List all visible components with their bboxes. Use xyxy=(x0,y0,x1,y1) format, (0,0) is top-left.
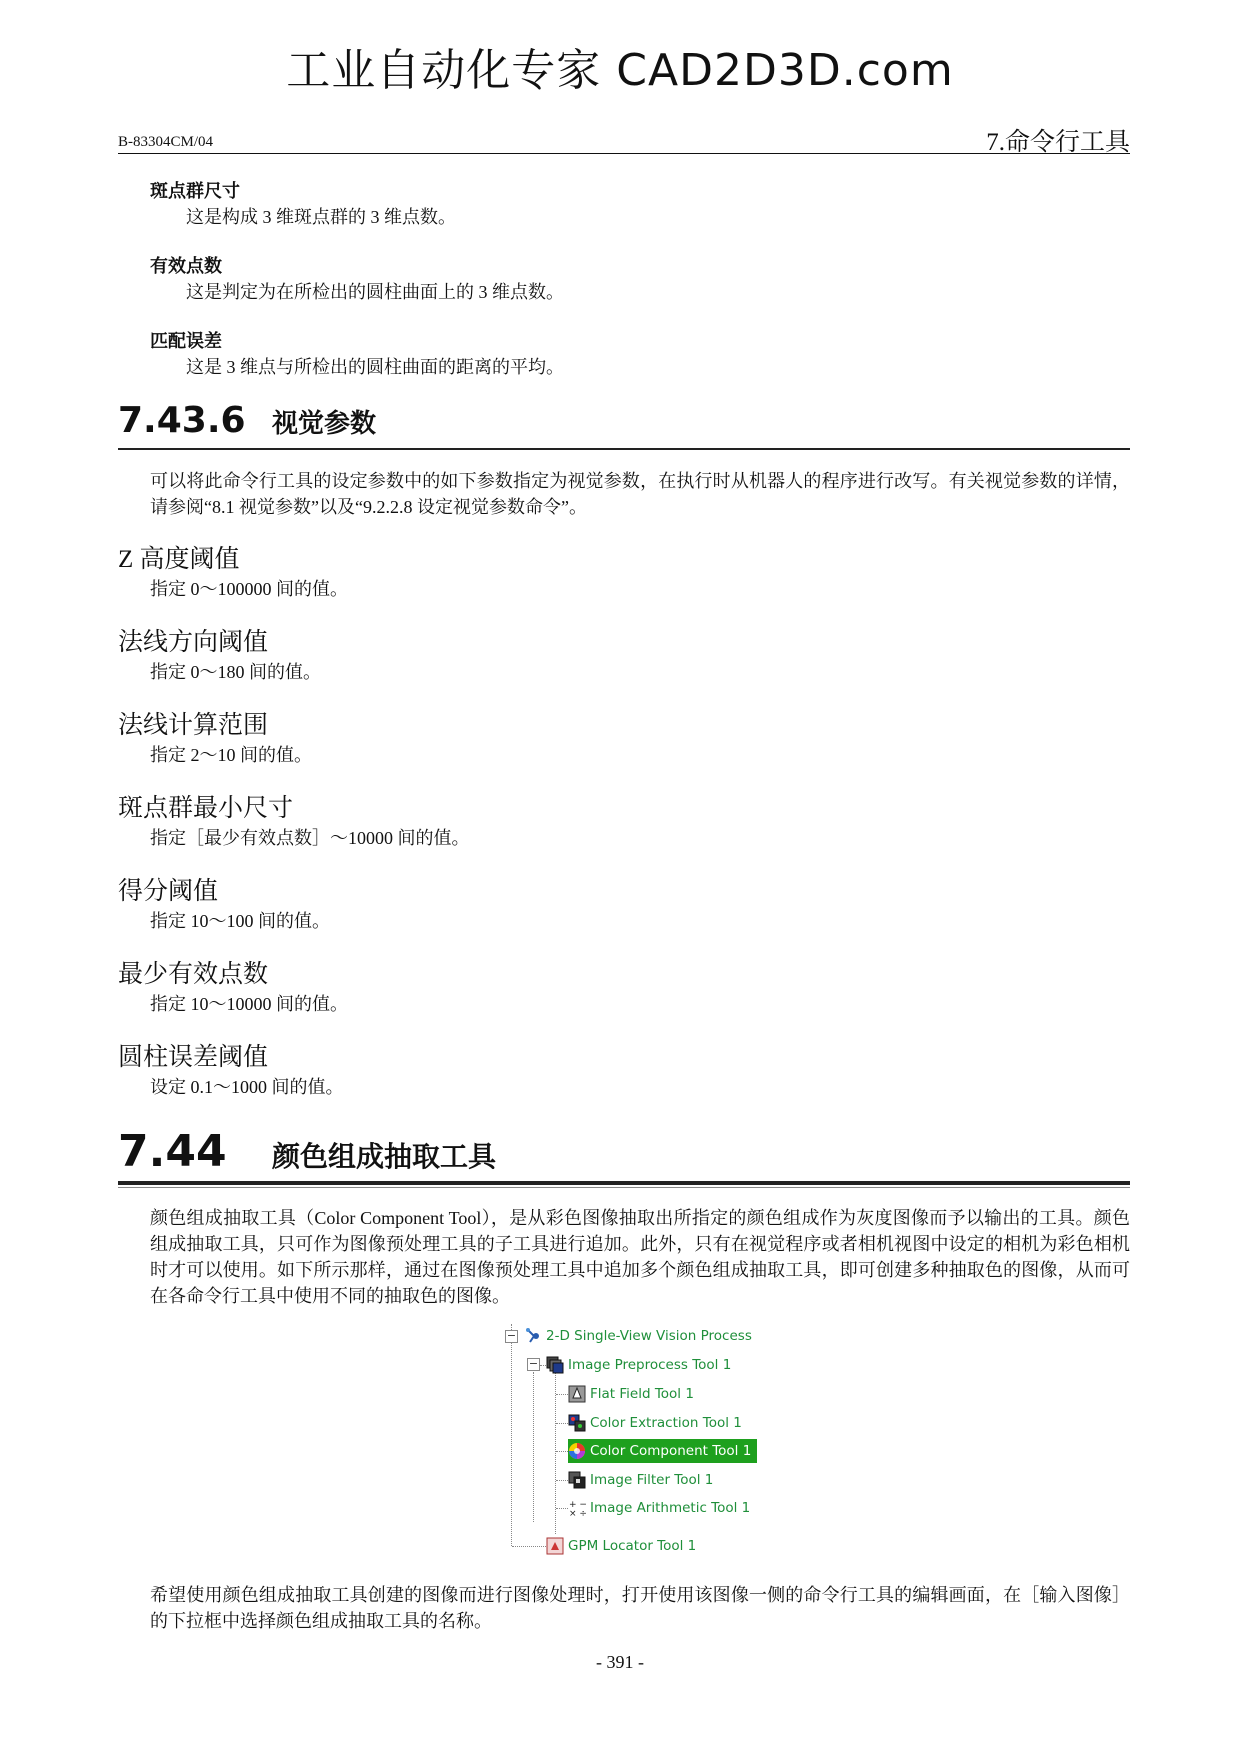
param-item xyxy=(118,627,1130,685)
section-intro: 颜色组成抽取工具（Color Component Tool），是从彩色图像抽取出所指定的颜色组成作为灰度图像而予以输出的工具。颜色组成抽取工具，只可作为图像预处理工具的子工具进行追加。此外，只有在视觉程序或者相机视图中设定的相机为彩色相机时才可以使用。如下所示那样，通过在图像预处理工具中追加多个颜色组成抽取工具，即可创建多种抽取色的图像，从而可在各命令行工具中使用不同的抽取色的图像。 xyxy=(150,1208,1130,1306)
tool-tree xyxy=(500,1324,820,1564)
tree-node-label: Image Filter Tool 1 xyxy=(590,1472,714,1488)
param-desc: 指定 2～10 间的值。 xyxy=(150,745,312,765)
section-number: 7.44 xyxy=(118,1126,227,1177)
chapter-title: 7.命令行工具 xyxy=(986,129,1130,156)
section-heading-7-44 xyxy=(118,1126,1130,1188)
tree-node-gpm-locator[interactable] xyxy=(546,1534,696,1558)
tree-node-label: Flat Field Tool 1 xyxy=(590,1386,694,1402)
header-rule xyxy=(118,153,1130,154)
tree-node-flat-field[interactable] xyxy=(568,1382,694,1406)
definition-desc: 这是判定为在所检出的圆柱曲面上的 3 维点数。 xyxy=(186,282,564,302)
collapse-toggle-root[interactable]: − xyxy=(506,1329,517,1342)
tree-node-image-arithmetic[interactable] xyxy=(568,1496,750,1520)
definition-desc: 这是 3 维点与所检出的圆柱曲面的距离的平均。 xyxy=(186,357,564,377)
param-desc: 设定 0.1～1000 间的值。 xyxy=(150,1077,344,1097)
param-desc: 指定 10～10000 间的值。 xyxy=(150,994,348,1014)
arithmetic-icon xyxy=(568,1499,586,1517)
param-item xyxy=(118,710,1130,768)
definition-desc: 这是构成 3 维斑点群的 3 维点数。 xyxy=(186,207,456,227)
doc-code: B-83304CM/04 xyxy=(118,134,214,150)
collapse-toggle-preprocess[interactable]: − xyxy=(528,1357,539,1370)
gpm-locator-icon xyxy=(546,1537,564,1555)
definition-term: 有效点数 xyxy=(150,256,222,276)
svg-text:+ −: + − xyxy=(569,1500,586,1510)
tree-node-label: 2-D Single-View Vision Process xyxy=(546,1328,752,1344)
tree-node-label: Color Component Tool 1 xyxy=(590,1443,752,1459)
tree-node-image-preprocess[interactable] xyxy=(546,1353,731,1377)
definition-term: 斑点群尺寸 xyxy=(150,181,240,201)
vision-process-icon xyxy=(524,1327,542,1345)
param-desc: 指定［最少有效点数］～10000 间的值。 xyxy=(150,828,470,848)
definition-item xyxy=(150,328,1130,380)
tree-node-label: Color Extraction Tool 1 xyxy=(590,1415,742,1431)
param-desc: 指定 10～100 间的值。 xyxy=(150,911,330,931)
section-rule-thin xyxy=(118,1187,1130,1188)
tree-node-vision-process[interactable] xyxy=(524,1324,752,1348)
tree-node-label: Image Arithmetic Tool 1 xyxy=(590,1500,751,1516)
section-outro: 希望使用颜色组成抽取工具创建的图像而进行图像处理时，打开使用该图像一侧的命令行工具的编辑画面，在［输入图像］的下拉框中选择颜色组成抽取工具的名称。 xyxy=(150,1585,1130,1631)
param-item xyxy=(118,544,1130,602)
param-desc: 指定 0～100000 间的值。 xyxy=(150,579,348,599)
tree-node-image-filter[interactable] xyxy=(568,1468,713,1492)
section-heading-7-43-6 xyxy=(118,400,1130,454)
section-title: 颜色组成抽取工具 xyxy=(272,1142,497,1173)
param-item xyxy=(118,793,1130,851)
section-number: 7.43.6 xyxy=(118,400,246,441)
tree-node-color-component[interactable] xyxy=(568,1439,757,1463)
param-name: Z 高度阈值 xyxy=(118,546,240,573)
page-number: - 391 - xyxy=(596,1652,644,1672)
tree-node-label: GPM Locator Tool 1 xyxy=(568,1538,697,1554)
tree-node-label: Image Preprocess Tool 1 xyxy=(568,1357,732,1373)
param-item xyxy=(118,876,1130,934)
definition-item xyxy=(150,253,1130,305)
section-title: 视觉参数 xyxy=(272,409,377,438)
flat-field-icon xyxy=(568,1385,586,1403)
param-name: 圆柱误差阈值 xyxy=(118,1044,269,1071)
color-wheel-icon xyxy=(568,1442,586,1460)
param-item xyxy=(118,959,1130,1017)
section-rule xyxy=(118,448,1130,450)
section-rule xyxy=(118,1181,1130,1185)
param-name: 法线方向阈值 xyxy=(118,629,269,656)
param-name: 最少有效点数 xyxy=(118,961,269,988)
image-filter-icon xyxy=(568,1471,586,1489)
color-extraction-icon xyxy=(568,1414,586,1432)
definition-term: 匹配误差 xyxy=(150,331,222,351)
definition-item xyxy=(150,178,1130,230)
tree-node-color-extraction[interactable] xyxy=(568,1411,742,1435)
param-desc: 指定 0～180 间的值。 xyxy=(150,662,321,682)
param-name: 法线计算范围 xyxy=(118,712,269,739)
stacked-images-icon xyxy=(546,1356,564,1374)
watermark-text: 工业自动化专家 CAD2D3D.com xyxy=(286,45,954,96)
section-intro: 可以将此命令行工具的设定参数中的如下参数指定为视觉参数，在执行时从机器人的程序进行改写。有关视觉参数的详情，请参阅“8.1 视觉参数”以及“9.2.2.8 设定视觉参数命令”。 xyxy=(150,471,1130,517)
svg-text:× ÷: × ÷ xyxy=(569,1509,586,1517)
param-name: 得分阈值 xyxy=(118,878,219,905)
param-item xyxy=(118,1042,1130,1100)
param-name: 斑点群最小尺寸 xyxy=(118,795,294,822)
